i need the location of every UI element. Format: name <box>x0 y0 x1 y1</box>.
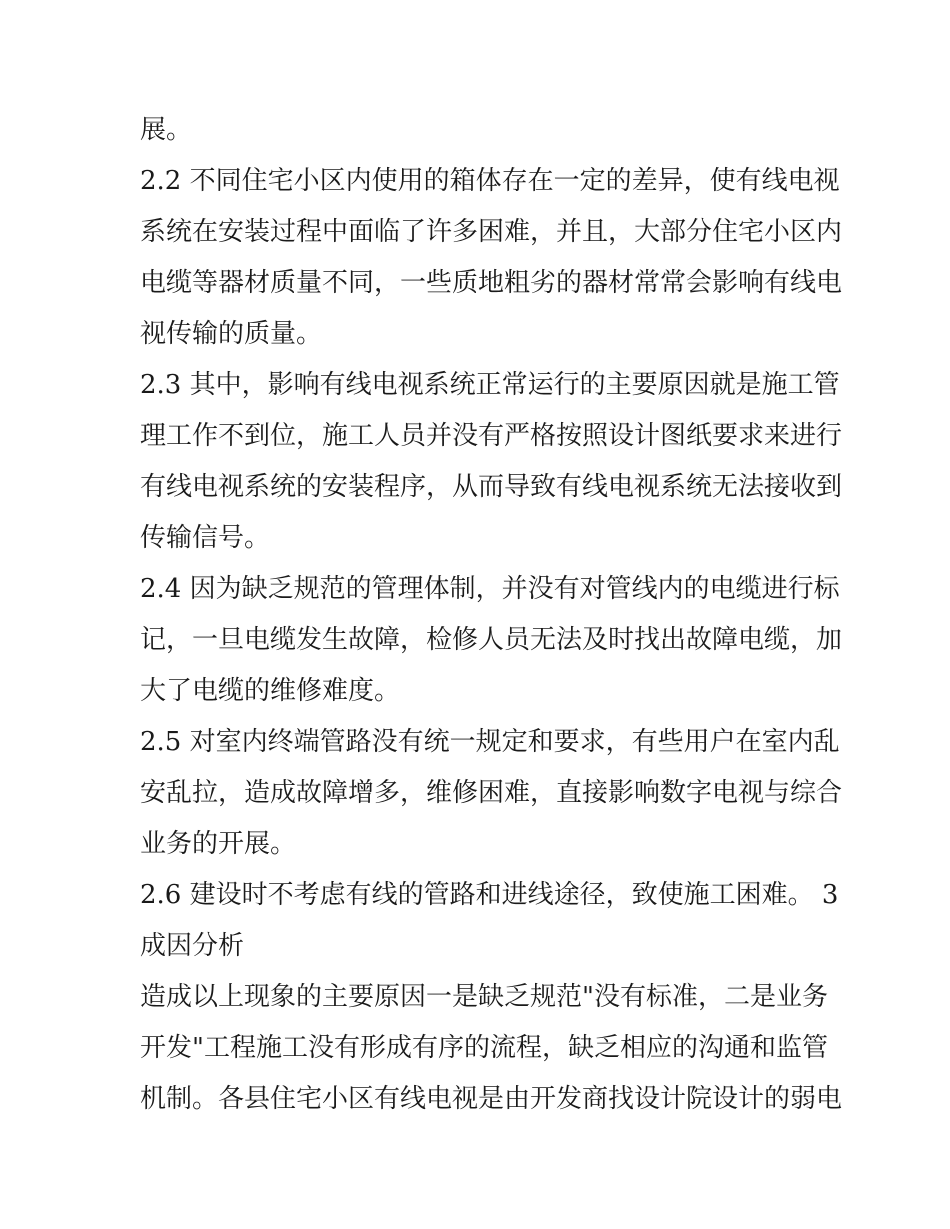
text-line: 开发"工程施工没有形成有序的流程，缺乏相应的沟通和监管 <box>140 1033 828 1063</box>
text-line: 展。 <box>140 115 193 145</box>
text-line: 2.5 对室内终端管路没有统一规定和要求，有些用户在室内乱 <box>140 727 840 757</box>
text-line: 2.6 建设时不考虑有线的管路和进线途径，致使施工困难。 3 <box>140 880 839 910</box>
text-line: 2.4 因为缺乏规范的管理体制，并没有对管线内的电缆进行标 <box>140 574 840 604</box>
text-line: 大了电缆的维修难度。 <box>140 676 401 706</box>
text-line: 机制。各县住宅小区有线电视是由开发商找设计院设计的弱电 <box>140 1084 843 1114</box>
text-line: 2.2 不同住宅小区内使用的箱体存在一定的差异，使有线电视 <box>140 166 840 196</box>
text-line: 业务的开展。 <box>140 829 297 859</box>
text-line: 理工作不到位，施工人员并没有严格按照设计图纸要求来进行 <box>140 421 843 451</box>
text-line: 安乱拉，造成故障增多，维修困难，直接影响数字电视与综合 <box>140 778 843 808</box>
text-line: 视传输的质量。 <box>140 319 323 349</box>
text-line: 传输信号。 <box>140 523 271 553</box>
body-text <box>140 105 843 1125</box>
text-line: 记，一旦电缆发生故障，检修人员无法及时找出故障电缆，加 <box>140 625 843 655</box>
text-line: 造成以上现象的主要原因一是缺乏规范"没有标准，二是业务 <box>140 982 828 1012</box>
text-line: 2.3 其中，影响有线电视系统正常运行的主要原因就是施工管 <box>140 370 840 400</box>
text-line: 成因分析 <box>140 931 245 961</box>
text-line: 系统在安装过程中面临了许多困难，并且，大部分住宅小区内 <box>140 217 843 247</box>
text-line: 电缆等器材质量不同，一些质地粗劣的器材常常会影响有线电 <box>140 268 843 298</box>
text-line: 有线电视系统的安装程序，从而导致有线电视系统无法接收到 <box>140 472 843 502</box>
